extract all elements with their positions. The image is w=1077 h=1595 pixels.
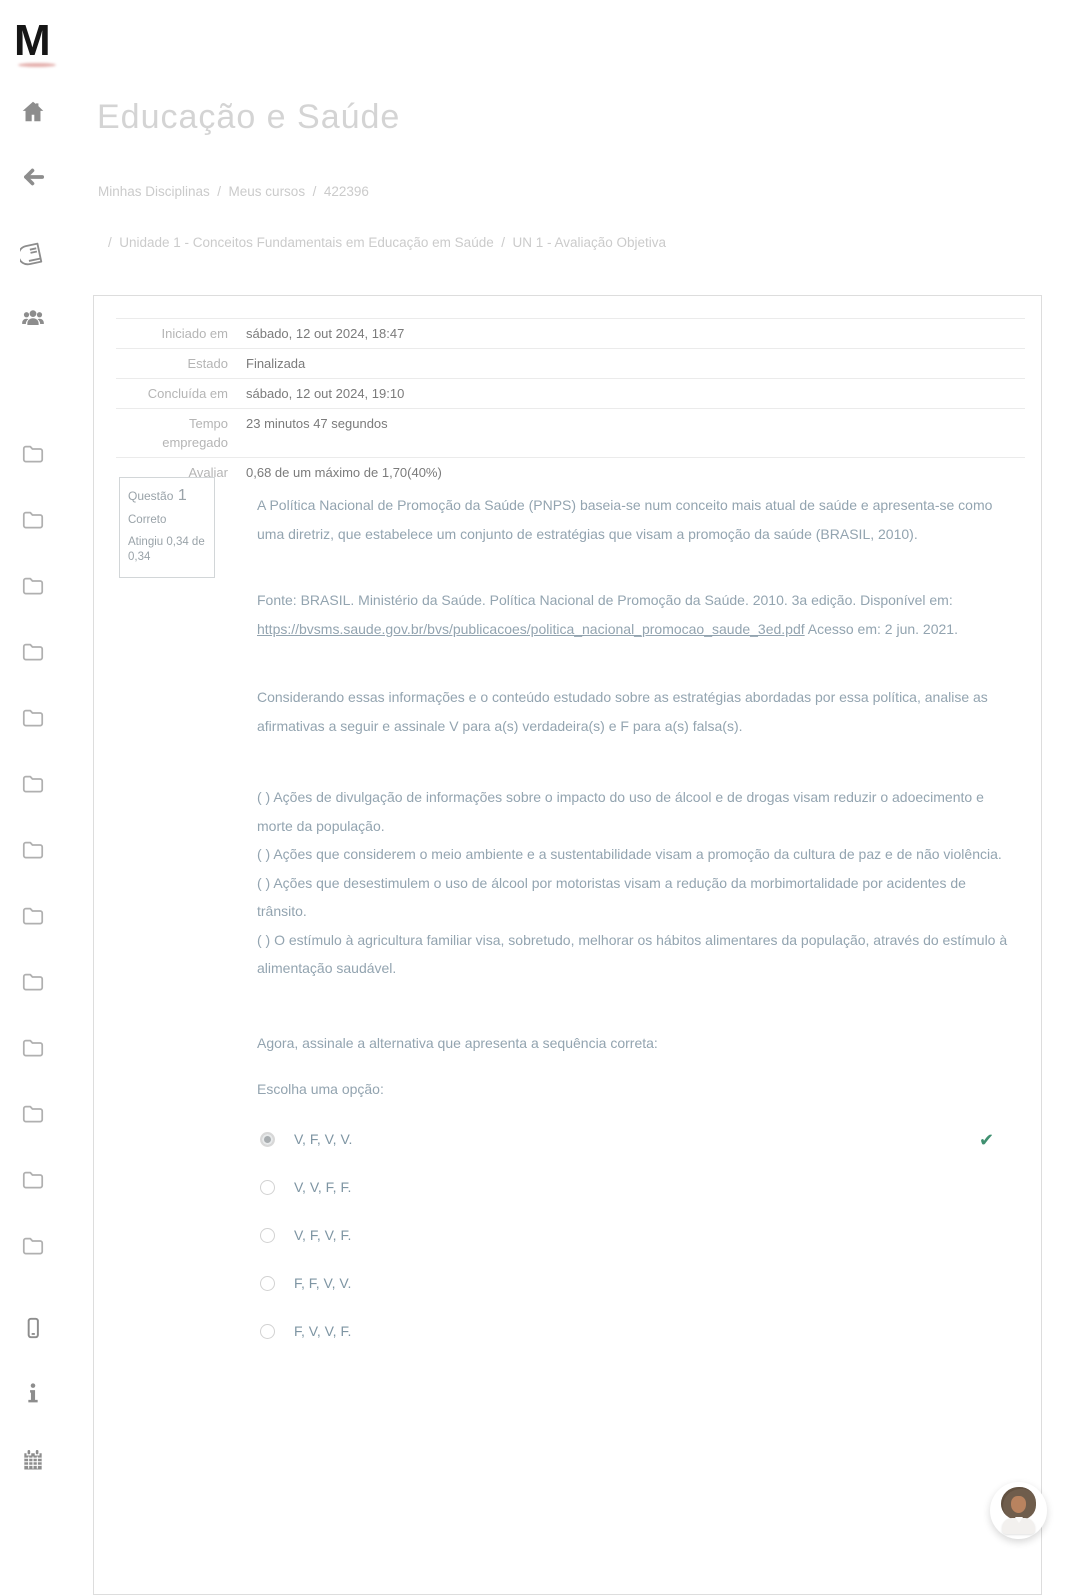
question-source	[257, 586, 1009, 643]
option-label: V, F, V, F.	[294, 1227, 352, 1244]
answer-option-2[interactable]	[257, 1164, 1009, 1212]
info-icon[interactable]	[20, 1380, 46, 1406]
summary-value: 0,68 de um máximo de 1,70(40%)	[246, 465, 442, 480]
folder-icon[interactable]	[20, 837, 46, 863]
back-arrow-icon[interactable]	[20, 164, 46, 190]
table-row	[116, 457, 1025, 487]
answer-option-4[interactable]	[257, 1260, 1009, 1308]
folder-icon[interactable]	[20, 639, 46, 665]
statement-item: ( ) O estímulo à agricultura familiar visa, sobretudo, melhorar os hábitos alimentares da população, através do estímulo à alimentação saudável.	[257, 931, 1008, 976]
table-row	[116, 318, 1025, 348]
radio-icon[interactable]	[260, 1228, 275, 1243]
quiz-review-panel	[93, 295, 1042, 1595]
question-info-box	[119, 477, 215, 578]
question-body	[257, 491, 1009, 1356]
summary-label: Tempo empregado	[162, 416, 228, 450]
radio-icon[interactable]	[260, 1324, 275, 1339]
source-link[interactable]: https://bvsms.saude.gov.br/bvs/publicacoes/politica_nacional_promocao_saude_3ed.pdf	[257, 620, 805, 637]
summary-label: Estado	[187, 356, 228, 371]
question-intro: A Política Nacional de Promoção da Saúde (PNPS) baseia-se num conceito mais atual de saúde e apresenta-se como uma diretriz, que estabelece um conjunto de estratégias que visam a promoção da saúde (BRASIL, 2010).	[257, 497, 993, 542]
question-instructions: Considerando essas informações e o conteúdo estudado sobre as estratégias abordadas por essa política, analise as afirmativas a seguir e assinale V para a(s) verdadeira(s) e F para a(s) falsa(s).	[257, 689, 988, 734]
answer-option-1[interactable]	[257, 1116, 1009, 1164]
question-grade: Atingiu 0,34 de 0,34	[128, 536, 205, 563]
table-row	[116, 348, 1025, 378]
option-label: F, F, V, V.	[294, 1275, 352, 1292]
folder-icon[interactable]	[20, 969, 46, 995]
breadcrumb-line-1[interactable]: Minhas Disciplinas / Meus cursos / 422396	[98, 184, 369, 199]
answer-option-3[interactable]	[257, 1212, 1009, 1260]
folder-icon[interactable]	[20, 507, 46, 533]
assistant-avatar[interactable]	[990, 1482, 1047, 1539]
answer-option-5[interactable]	[257, 1308, 1009, 1356]
summary-value: Finalizada	[246, 356, 306, 371]
folder-icon[interactable]	[20, 441, 46, 467]
summary-value: sábado, 12 out 2024, 19:10	[246, 386, 405, 401]
folder-icon[interactable]	[20, 1035, 46, 1061]
folder-icon[interactable]	[20, 573, 46, 599]
folder-icon[interactable]	[20, 771, 46, 797]
source-prefix: Fonte: BRASIL. Ministério da Saúde. Política Nacional de Promoção da Saúde. 2010. 3a edição. Disponível em:	[257, 592, 953, 608]
calendar-icon[interactable]	[20, 1447, 46, 1473]
mobile-icon[interactable]	[20, 1315, 46, 1341]
statement-item: ( ) Ações que desestimulem o uso de álcool por motoristas visam a redução da morbimortalidade por acidentes de trânsito.	[257, 874, 966, 919]
option-label: F, V, V, F.	[294, 1323, 352, 1340]
breadcrumb-line-2[interactable]: / Unidade 1 - Conceitos Fundamentais em Educação em Saúde / UN 1 - Avaliação Objetiva	[108, 235, 667, 250]
summary-label: Concluída em	[147, 386, 228, 401]
attempt-summary-table	[116, 318, 1025, 487]
page-title: Educação e Saúde	[97, 98, 401, 136]
question-status: Correto	[128, 514, 167, 526]
statement-item: ( ) Ações de divulgação de informações sobre o impacto do uso de álcool e de drogas visam reduzir o adoecimento e morte da população.	[257, 789, 984, 834]
question-number-label: Questão	[128, 489, 174, 503]
folder-icon[interactable]	[20, 1233, 46, 1259]
option-label: V, V, F, F.	[294, 1179, 352, 1196]
question-number: 1	[177, 487, 187, 504]
book-icon[interactable]	[20, 241, 46, 267]
statement-item: ( ) Ações que considerem o meio ambiente e a sustentabilidade visam a promoção da cultura de paz e de não violência.	[257, 846, 1002, 862]
radio-selected-icon[interactable]	[260, 1132, 275, 1147]
summary-label: Iniciado em	[161, 326, 228, 341]
home-icon[interactable]	[20, 99, 46, 125]
folder-icon[interactable]	[20, 705, 46, 731]
statements-list	[257, 783, 1009, 983]
summary-value: 23 minutos 47 segundos	[246, 416, 388, 431]
option-label: V, F, V, V.	[294, 1131, 353, 1148]
users-icon[interactable]	[20, 305, 46, 331]
summary-label: Avaliar	[188, 465, 228, 480]
folder-icon[interactable]	[20, 903, 46, 929]
correct-check-icon: ✔	[979, 1129, 995, 1150]
radio-icon[interactable]	[260, 1276, 275, 1291]
question-prompt: Agora, assinale a alternativa que apresenta a sequência correta:	[257, 1034, 658, 1051]
folder-icon[interactable]	[20, 1167, 46, 1193]
choose-option-label: Escolha uma opção:	[257, 1081, 384, 1097]
sidebar	[0, 0, 66, 1570]
summary-value: sábado, 12 out 2024, 18:47	[246, 326, 405, 341]
answer-options	[257, 1116, 1009, 1356]
table-row	[116, 378, 1025, 408]
breadcrumb	[98, 149, 666, 268]
folder-icon[interactable]	[20, 1101, 46, 1127]
table-row	[116, 408, 1025, 457]
avatar-face	[1011, 1496, 1026, 1513]
source-suffix: Acesso em: 2 jun. 2021.	[804, 620, 958, 637]
moodle-logo[interactable]: M	[14, 16, 49, 65]
radio-icon[interactable]	[260, 1180, 275, 1195]
